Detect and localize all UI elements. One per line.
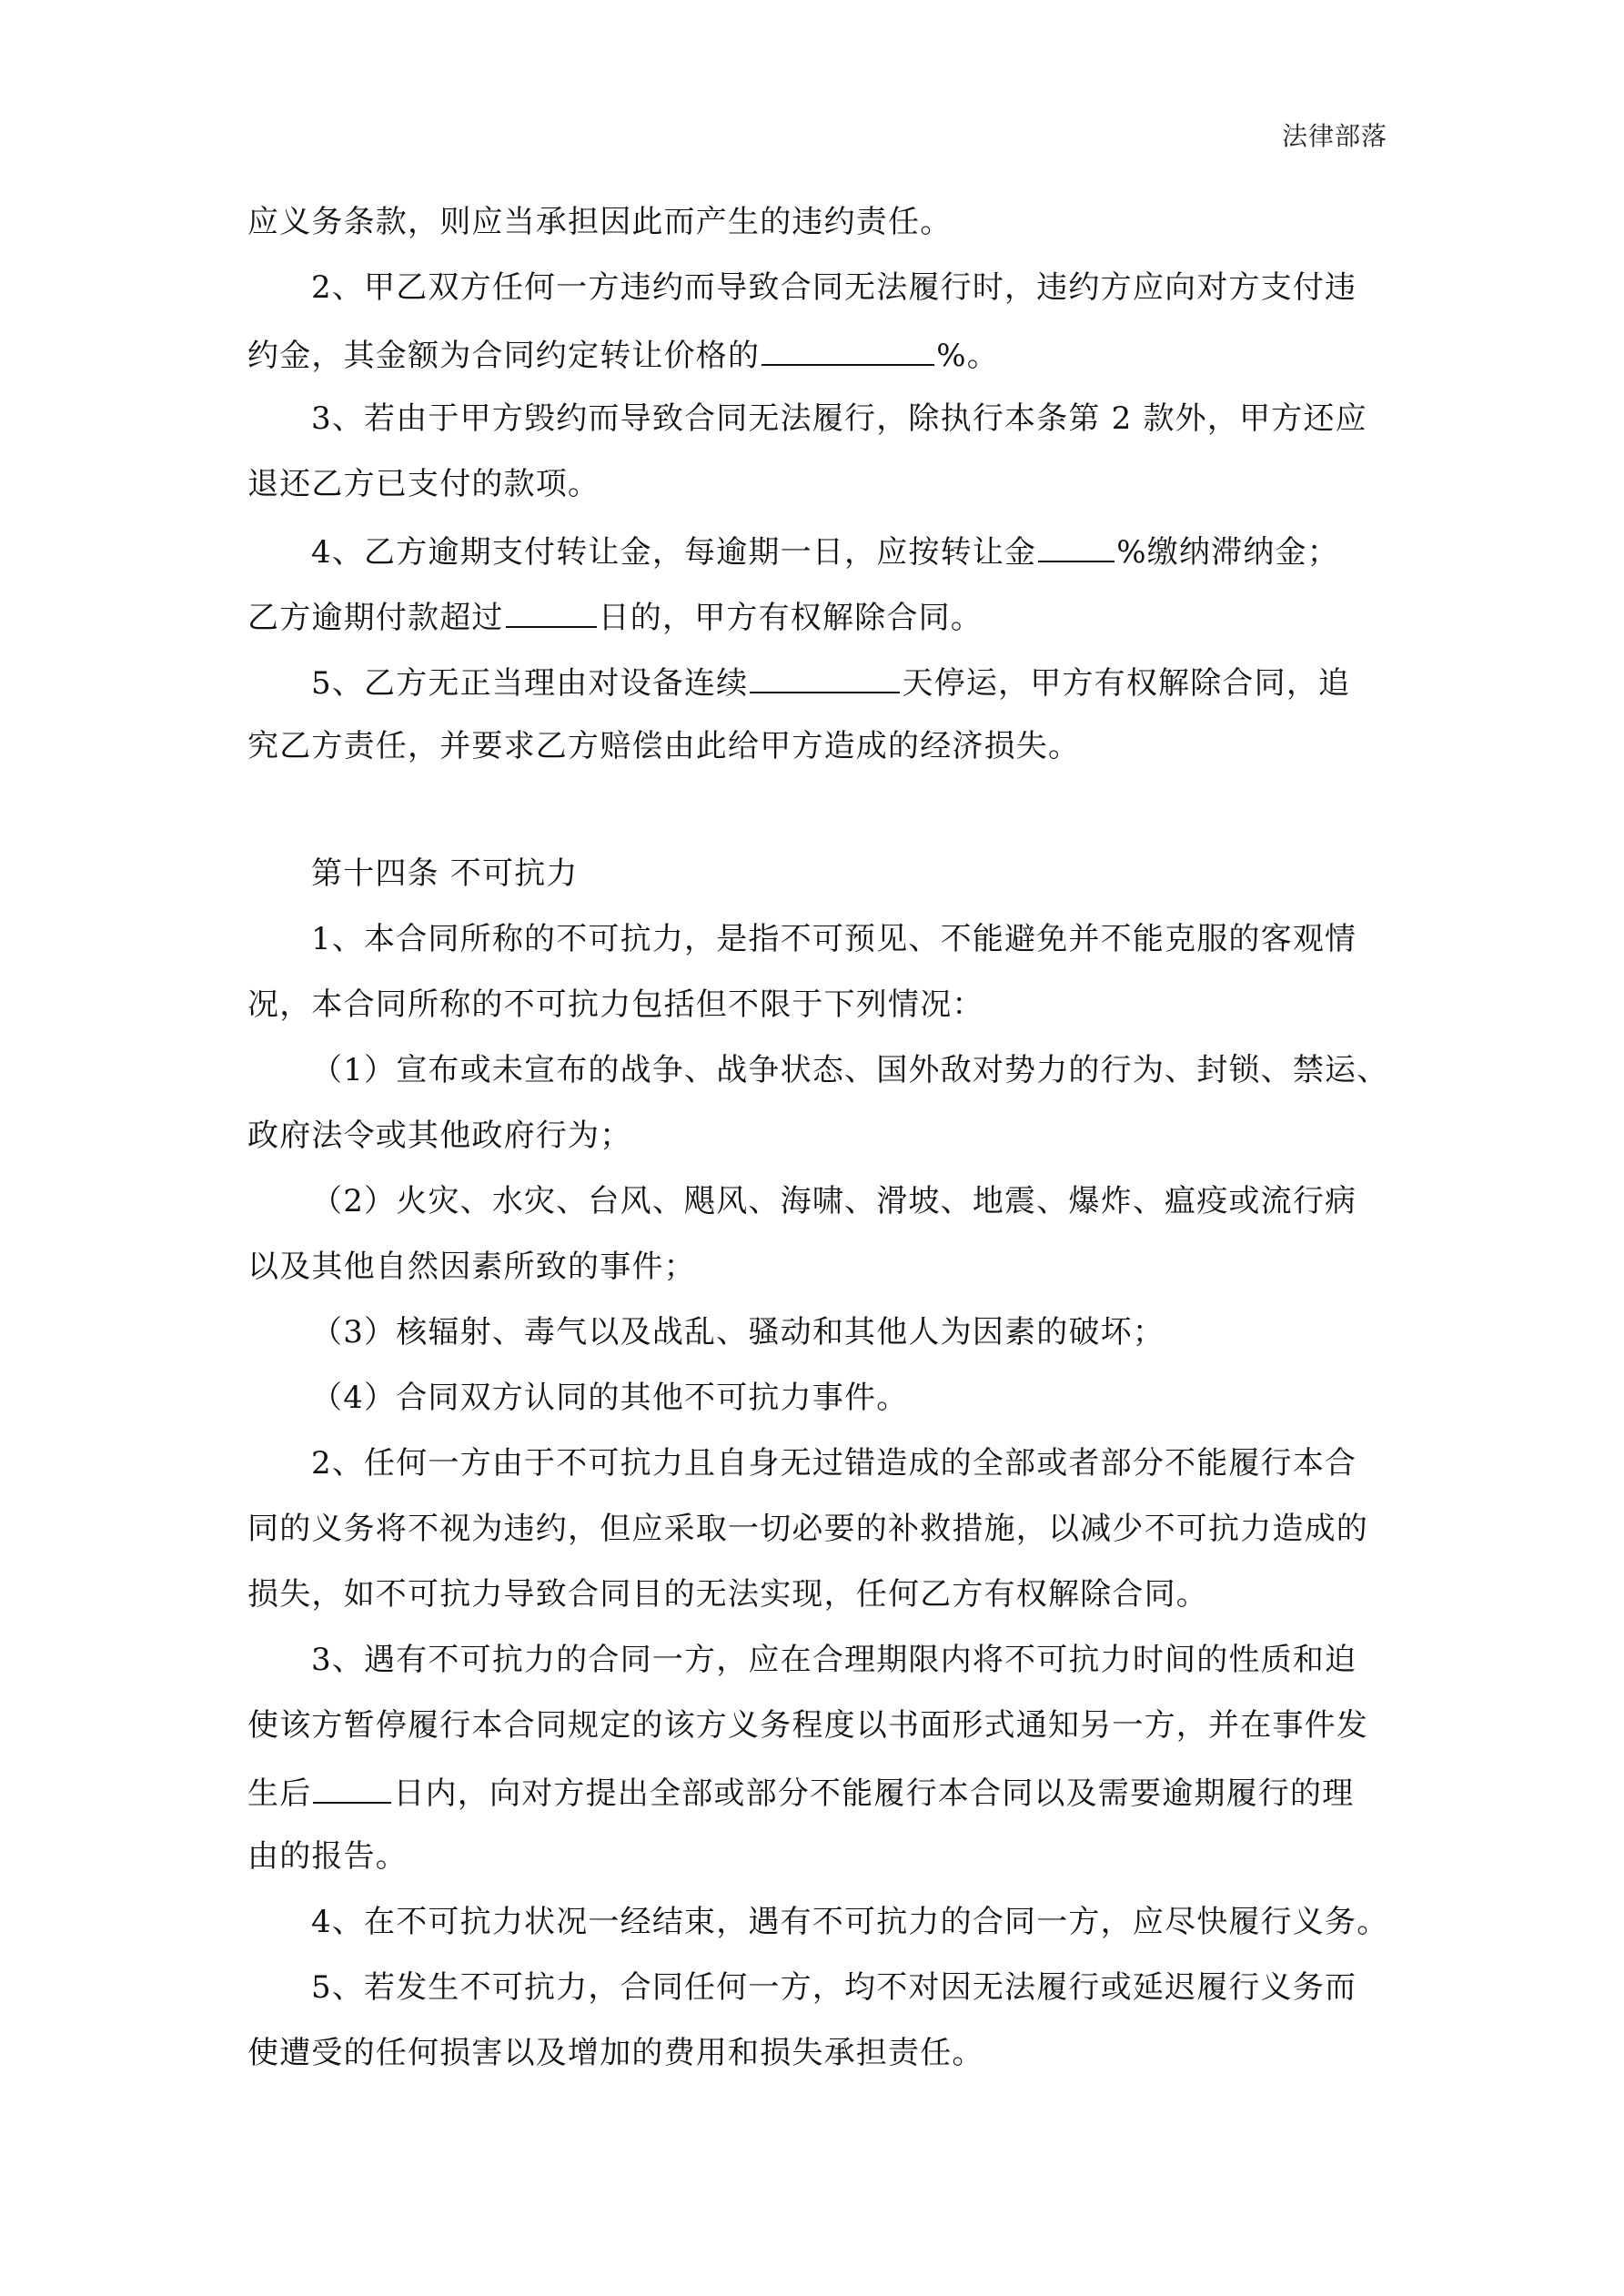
text-line: （2）火灾、水灾、台风、飓风、海啸、滑坡、地震、爆炸、瘟疫或流行病	[311, 1183, 1357, 1219]
text-line: 3、遇有不可抗力的合同一方，应在合理期限内将不可抗力时间的性质和迫	[311, 1642, 1357, 1678]
fill-blank	[762, 333, 934, 366]
text-line: 2、任何一方由于不可抗力且自身无过错造成的全部或者部分不能履行本合	[311, 1445, 1357, 1482]
text-line: 1、本合同所称的不可抗力，是指不可预见、不能避免并不能克服的客观情	[311, 921, 1357, 957]
text-line: 2、甲乙双方任何一方违约而导致合同无法履行时，违约方应向对方支付违	[311, 269, 1357, 306]
text-line	[247, 1771, 1354, 1814]
text-segment: 日内，向对方提出全部或部分不能履行本合同以及需要逾期履行的理	[393, 1775, 1355, 1812]
text-line: 使遭受的任何损害以及增加的费用和损失承担责任。	[247, 2035, 984, 2071]
fill-blank	[1038, 530, 1115, 562]
text-line: （3）核辐射、毒气以及战乱、骚动和其他人为因素的破坏；	[311, 1314, 1165, 1350]
fill-blank	[313, 1771, 391, 1804]
text-line: 3、若由于甲方毁约而导致合同无法履行，除执行本条第 2 款外，甲方还应	[311, 400, 1367, 437]
text-line: （1）宣布或未宣布的战争、战争状态、国外敌对势力的行为、封锁、禁运、	[311, 1052, 1389, 1088]
section-heading: 第十四条 不可抗力	[311, 855, 579, 892]
text-line: 究乙方责任，并要求乙方赔偿由此给甲方造成的经济损失。	[247, 728, 1081, 764]
text-line: 5、若发生不可抗力，合同任何一方，均不对因无法履行或延迟履行义务而	[311, 1969, 1357, 2006]
text-segment: 乙方逾期付款超过	[247, 600, 504, 636]
text-line: 应义务条款，则应当承担因此而产生的违约责任。	[247, 204, 953, 240]
text-segment: %缴纳滞纳金；	[1116, 534, 1339, 571]
text-segment: 约金，其金额为合同约定转让价格的	[247, 338, 761, 374]
text-line	[311, 661, 1350, 703]
text-segment: %。	[936, 338, 999, 374]
text-line: 损失，如不可抗力导致合同目的无法实现，任何乙方有权解除合同。	[247, 1576, 1208, 1613]
text-line	[247, 595, 983, 638]
text-segment: 天停运，甲方有权解除合同，追	[902, 665, 1351, 702]
text-segment: 4、乙方逾期支付转让金，每逾期一日，应按转让金	[311, 534, 1037, 571]
text-line: 以及其他自然因素所致的事件；	[247, 1249, 696, 1285]
text-line: 政府法令或其他政府行为；	[247, 1118, 632, 1154]
text-line: 使该方暂停履行本合同规定的该方义务程度以书面形式通知另一方，并在事件发	[247, 1707, 1368, 1744]
fill-blank	[506, 595, 597, 628]
text-segment: 生后	[247, 1775, 312, 1812]
text-line: 同的义务将不视为违约，但应采取一切必要的补救措施，以减少不可抗力造成的	[247, 1511, 1368, 1547]
fill-blank	[750, 661, 900, 693]
text-line: （4）合同双方认同的其他不可抗力事件。	[311, 1380, 909, 1416]
text-line: 退还乙方已支付的款项。	[247, 466, 600, 502]
text-segment: 5、乙方无正当理由对设备连续	[311, 665, 749, 702]
text-line: 由的报告。	[247, 1838, 408, 1875]
text-segment: 日的，甲方有权解除合同。	[598, 600, 983, 636]
text-line: 4、在不可抗力状况一经结束，遇有不可抗力的合同一方，应尽快履行义务。	[311, 1904, 1389, 1940]
text-line: 况，本合同所称的不可抗力包括但不限于下列情况：	[247, 986, 984, 1023]
header-title: 法律部落	[1281, 121, 1387, 151]
text-line	[247, 333, 999, 376]
text-line	[311, 530, 1339, 572]
